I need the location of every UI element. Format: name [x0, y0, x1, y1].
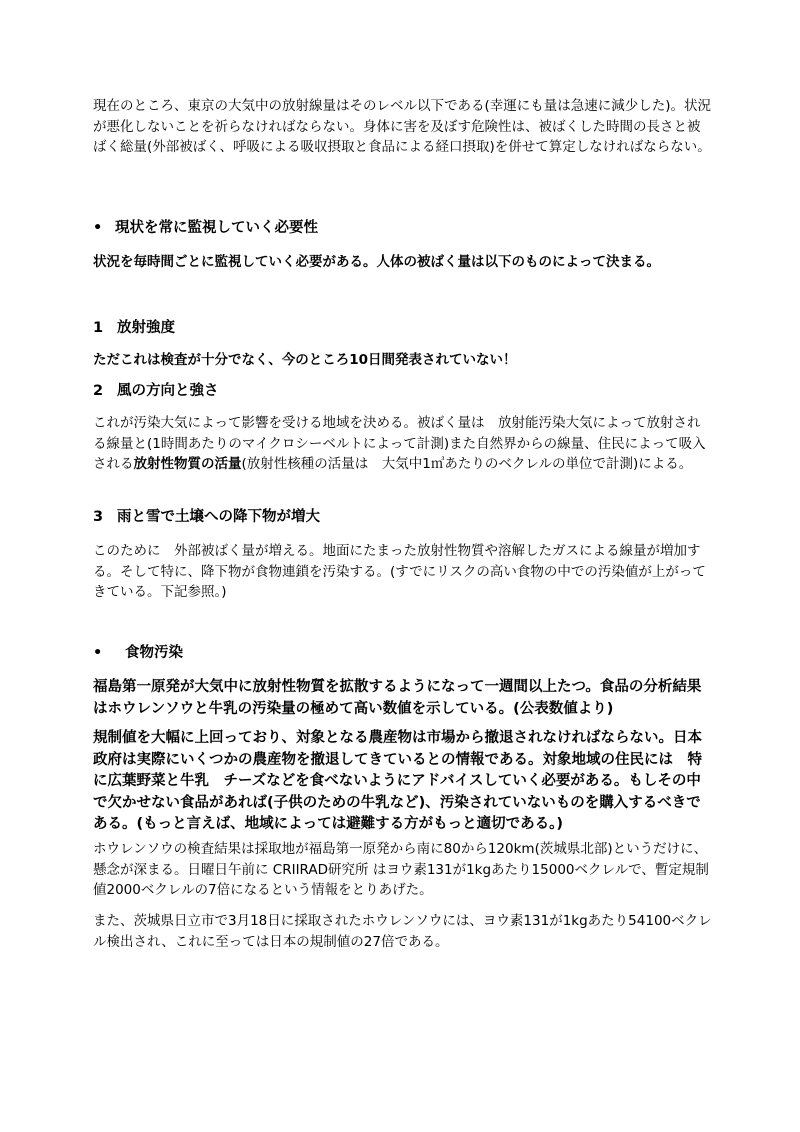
food-paragraph-2: 規制値を大幅に上回っており、対象となる農産物は市場から撤退されなければならない。日本政府は実際にいくつかの農産物を撤退してきているとの情報である。対象地域の住民には 特に広葉野菜と牛乳 チーズなどを食べないようにアドバイスしていく必要がある。もしその中で欠かせない食品があれば(子供のための牛乳など)、汚染されていないものを購入するべきである。(もっと言えば、地域によっては避難する方がもっと適切である。) — [93, 730, 702, 832]
bullet-icon: • — [93, 220, 103, 236]
intro-paragraph: 現在のところ、東京の大気中の放射線量はそのレベル以下である(幸運にも量は急速に減少した)。状況が悪化しないことを祈らなければならない。身体に害を及ぼす危険性は、被ばくした時間の長さと被ばく総量(外部被ばく、呼吸による吸収摂取と食品による経口摂取)を併せて算定しなければならない。 — [93, 98, 712, 155]
item-text-2-emphasis: 放射性物質の活量 — [133, 456, 242, 472]
item-heading-3 — [93, 507, 713, 527]
food-paragraph-3: ホウレンソウの検査結果は採取地が福島第一原発から南に80から120km(茨城県北部)というだけに、懸念が深まる。日曜日午前に CRIIRAD研究所 はヨウ素131が1kgあたり15000ベクレルで、暫定規制値2000ベクレルの7倍になるという情報をとりあげた。 — [93, 841, 709, 898]
section-heading-monitoring — [93, 218, 713, 238]
section-heading-text: 食物汚染 — [125, 645, 183, 661]
section-heading-food — [93, 643, 713, 663]
item-number: 1 — [93, 320, 104, 336]
item-title: 雨と雪で土壌への降下物が増大 — [117, 509, 320, 525]
item-heading-1 — [93, 318, 713, 338]
monitoring-lead: 状況を毎時間ごとに監視していく必要がある。人体の被ばく量は以下のものによって決まる。 — [93, 254, 660, 270]
food-paragraph-1: 福島第一原発が大気中に放射性物質を拡散するようになって一週間以上たつ。食品の分析結果はホウレンソウと牛乳の汚染量の極めて高い数値を示している。(公表数値より) — [93, 679, 702, 717]
section-heading-text: 現状を常に監視していく必要性 — [115, 220, 318, 236]
item-text-2a: これが汚染大気によって影響を受ける地域を決める。被ばく量は 放射能汚染大気によって放射される線量と(1時間あたりのマイクロシーベルトによって計測)また自然界からの線量、住民によって吸入される — [93, 415, 706, 472]
item-text-2c: (放射性核種の活量は 大気中1㎥あたりのベクレルの単位で計測)による。 — [241, 456, 693, 472]
item-text-2 — [93, 413, 713, 475]
food-paragraph-4: また、茨城県日立市で3月18日に採取されたホウレンソウには、ヨウ素131が1kgあたり54100ベクレル検出され、これに至っては日本の規制値の27倍である。 — [93, 913, 712, 950]
item-title: 風の方向と強さ — [117, 383, 219, 399]
bullet-icon: • — [93, 645, 103, 661]
item-number: 3 — [93, 509, 104, 525]
item-number: 2 — [93, 383, 104, 399]
item-heading-2 — [93, 381, 713, 401]
item-text-1: ただこれは検査が十分でなく、今のところ10日間発表されていない！ — [93, 352, 517, 368]
item-title: 放射強度 — [117, 320, 175, 336]
item-text-3: このために 外部被ばく量が増える。地面にたまった放射性物質や溶解したガスによる線量が増加する。そして特に、降下物が食物連鎖を汚染する。(すでにリスクの高い食物の中での汚染値が上がってきている。下記参照。) — [93, 543, 706, 600]
